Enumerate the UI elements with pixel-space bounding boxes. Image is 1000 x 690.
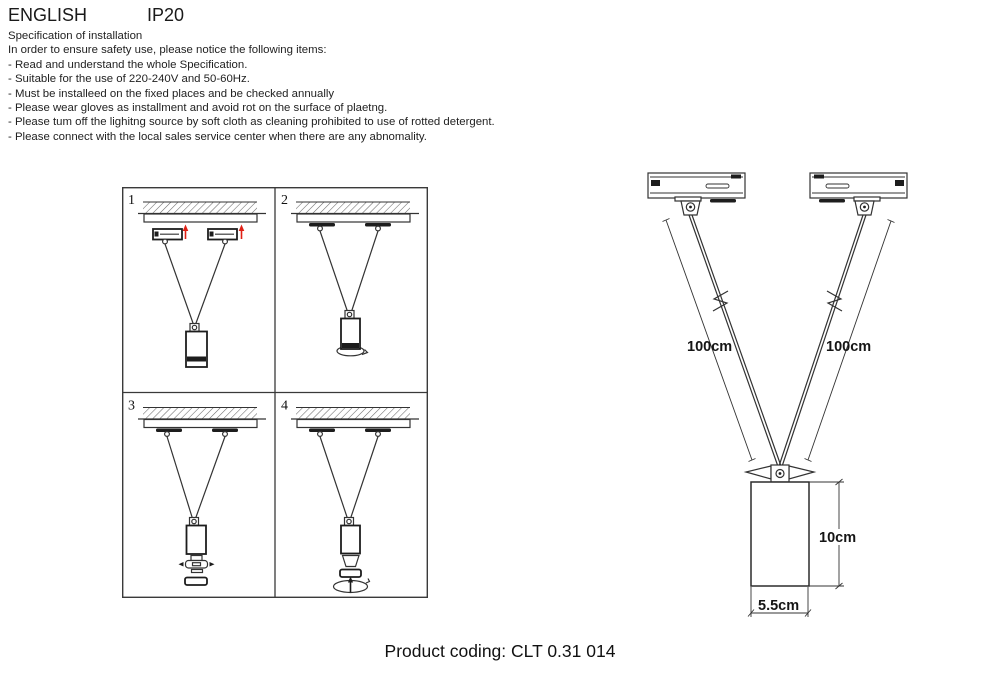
step-3-panel (128, 399, 266, 586)
left-arrow-icon (179, 562, 184, 567)
dimension-wire-left (663, 219, 756, 462)
suspension-wire (165, 244, 194, 325)
dimension-label: 100cm (687, 339, 733, 355)
suspension-dimension-diagram (630, 160, 930, 630)
spec-intro: In order to ensure safety use, please notice the following items: (8, 44, 327, 57)
step-1-panel (128, 193, 266, 367)
suspension-wire (196, 244, 226, 325)
step-2-panel (281, 193, 419, 356)
lamp-socket-exploded (179, 556, 215, 573)
swivel-connector (746, 465, 814, 482)
up-arrow-icon (239, 225, 245, 240)
trim-ring (340, 570, 361, 578)
language-label: ENGLISH (8, 5, 88, 25)
suspension-wire (320, 231, 348, 312)
spec-item: - Suitable for the use of 220-240V and 50-60Hz. (8, 73, 250, 86)
suspension-wire (351, 437, 379, 519)
trim-ring (185, 578, 207, 586)
track-adapter (208, 229, 237, 240)
wire-attach-point (223, 239, 228, 244)
suspension-wire (167, 437, 193, 519)
spec-text-block (8, 29, 495, 144)
suspension-wire (196, 437, 226, 519)
wire-attach-point (163, 239, 168, 244)
step-number: 1 (128, 193, 135, 208)
suspension-wire (352, 231, 379, 312)
spec-item: - Please wear gloves as installment and avoid rot on the surface of plaetng. (8, 102, 388, 115)
spec-item: - Please connect with the local sales service center when there are any abnomality. (8, 130, 427, 143)
rotation-arrow (334, 577, 370, 593)
pendant-cylinder (341, 526, 360, 554)
dimension-label: 100cm (826, 339, 872, 355)
spec-item: - Read and understand the whole Specification. (8, 58, 248, 71)
step-4-panel (281, 399, 419, 593)
pendant-cylinder (187, 526, 207, 555)
spec-item: - Please tum off the lighitng source by soft cloth as cleaning prohibited to use of rotted detergent. (8, 116, 495, 129)
lamp-bulb (343, 556, 360, 567)
right-arrow-icon (210, 562, 215, 567)
up-arrow-icon (183, 225, 189, 240)
dimension-body-height (809, 479, 860, 589)
step-number: 4 (281, 398, 288, 414)
step-number: 3 (128, 398, 135, 414)
dimension-body-width (748, 587, 811, 617)
spec-item: - Must be installeed on the fixed places and be checked annually (8, 87, 335, 100)
pendant-cylinder (186, 332, 207, 368)
product-coding: Product coding: CLT 0.31 014 (384, 641, 616, 661)
installation-steps-diagram (122, 187, 428, 598)
pendant-cylinder (751, 482, 809, 586)
pendant-cylinder (341, 319, 360, 350)
step-number: 2 (281, 193, 288, 208)
spec-title: Specification of installation (8, 30, 143, 42)
dimension-label: 10cm (819, 530, 857, 546)
dimension-label: 5.5cm (758, 598, 800, 614)
track-adapter (153, 229, 182, 240)
suspension-wire (320, 437, 348, 519)
ip-rating-label: IP20 (147, 5, 185, 25)
